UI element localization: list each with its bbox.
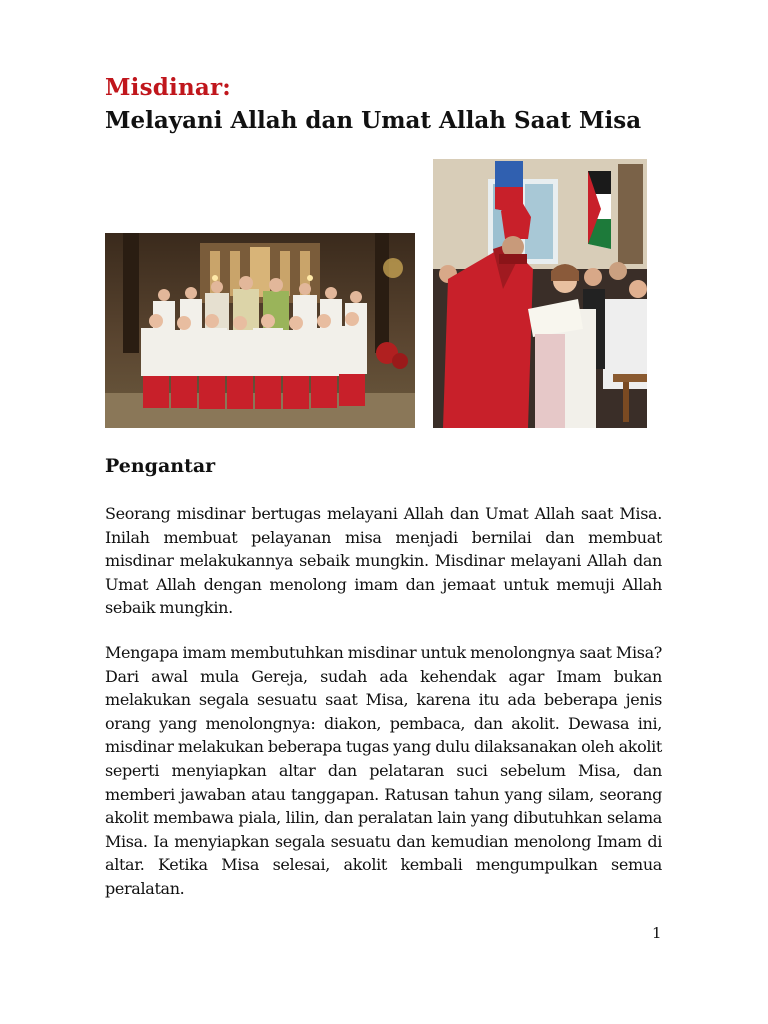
altar-servers-group-photo	[105, 233, 415, 428]
paragraph-2: Mengapa imam membutuhkan misdinar untuk menolongnya saat Misa? Dari awal mula Gereja, sudah ada kehendak agar Imam bukan melakukan segala sesuatu saat Misa, karena itu ada beberapa jenis orang yang menolongnya: diakon, pembaca, dan akolit. Dewasa ini, misdinar melakukan beberapa tugas yang dulu dilaksanakan oleh akolit seperti menyiapkan altar dan pelataran suci sebelum Misa, dan memberi jawaban atau tanggapan. Ratusan tahun yang silam, seorang akolit membawa piala, lilin, dan peralatan lain yang dibutuhkan selama Misa. Ia menyiapkan segala sesuatu dan kemudian menolong Imam di altar. Ketika Misa selesai, akolit kembali mengumpulkan semua peralatan.	[105, 643, 662, 898]
title-line-2: Melayani Allah dan Umat Allah Saat Misa	[105, 107, 642, 134]
bishop-with-server-photo	[433, 159, 647, 428]
paragraph-1: Seorang misdinar bertugas melayani Allah dan Umat Allah saat Misa. Inilah membuat pelayanan misa menjadi bernilai dan membuat misdinar melakukannya sebaik mungkin. Misdinar melayani Allah dan Umat Allah dengan menolong imam dan jemaat untuk memuji Allah sebaik mungkin.	[105, 504, 662, 618]
page-number: 1	[652, 924, 662, 942]
title-line-1: Misdinar:	[105, 74, 231, 101]
section-heading-pengantar: Pengantar	[105, 455, 216, 477]
